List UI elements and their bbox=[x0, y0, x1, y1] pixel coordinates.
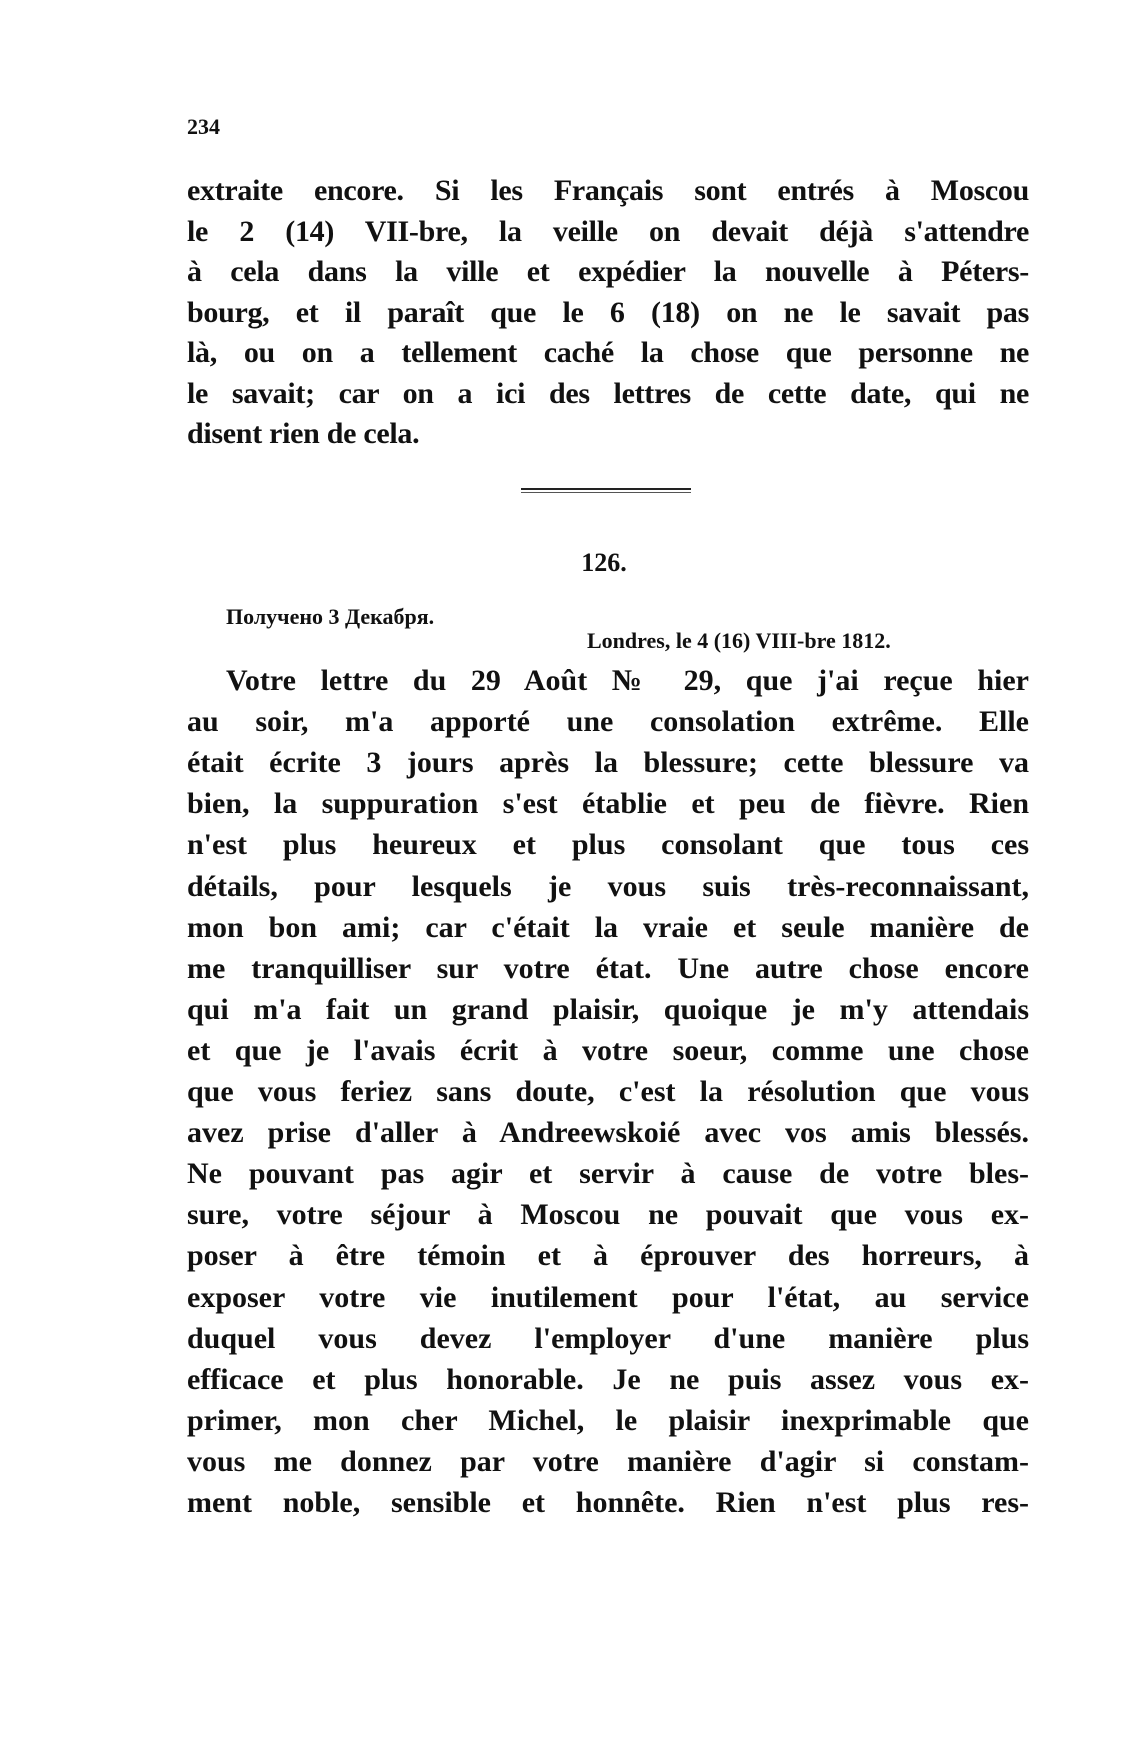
text-line: mon bon ami; car c'était la vraie et seule manière de bbox=[187, 910, 1029, 944]
section-divider-thin bbox=[521, 492, 691, 493]
text-line: disent rien de cela. bbox=[187, 417, 420, 450]
text-line: bien, la suppuration s'est établie et peu de fièvre. Rien bbox=[187, 787, 1029, 821]
text-line: que vous feriez sans doute, c'est la résolution que vous bbox=[187, 1075, 1029, 1108]
text-line: au soir, m'a apporté une consolation extrême. Elle bbox=[187, 705, 1029, 739]
section-divider bbox=[521, 488, 691, 490]
text-line: exposer votre vie inutilement pour l'état, au service bbox=[187, 1280, 1029, 1314]
text-line: me tranquilliser sur votre état. Une autre chose encore bbox=[187, 951, 1029, 985]
text-line: poser à être témoin et à éprouver des horreurs, à bbox=[187, 1239, 1029, 1273]
page-number: 234 bbox=[187, 114, 220, 139]
text-line: détails, pour lesquels je vous suis très-reconnaissant, bbox=[187, 869, 1029, 903]
place-date: Londres, le 4 (16) VIII-bre 1812. bbox=[587, 628, 891, 653]
text-line: qui m'a fait un grand plaisir, quoique je m'y attendais bbox=[187, 992, 1029, 1026]
text-line: sure, votre séjour à Moscou ne pouvait que vous ex- bbox=[187, 1198, 1029, 1232]
text-line: primer, mon cher Michel, le plaisir inexprimable que bbox=[187, 1403, 1029, 1437]
letter-number: 126. bbox=[581, 548, 627, 577]
text-line: extraite encore. Si les Français sont entrés à Moscou bbox=[187, 174, 1029, 207]
text-line: Ne pouvant pas agir et servir à cause de votre bles- bbox=[187, 1157, 1029, 1191]
text-line: ment noble, sensible et honnête. Rien n'est plus res- bbox=[187, 1486, 1029, 1519]
text-line: le savait; car on a ici des lettres de cette date, qui ne bbox=[187, 376, 1029, 410]
text-line: Votre lettre du 29 Août № 29, que j'ai reçue hier bbox=[226, 664, 1029, 697]
text-line: n'est plus heureux et plus consolant que tous ces bbox=[187, 828, 1029, 862]
text-line: bourg, et il paraît que le 6 (18) on ne le savait pas bbox=[187, 295, 1029, 329]
text-line: duquel vous devez l'employer d'une manière plus bbox=[187, 1321, 1029, 1355]
text-line: à cela dans la ville et expédier la nouvelle à Péters- bbox=[187, 255, 1029, 288]
text-line: et que je l'avais écrit à votre soeur, comme une chose bbox=[187, 1033, 1029, 1067]
text-line: efficace et plus honorable. Je ne puis assez vous ex- bbox=[187, 1362, 1029, 1396]
text-line: avez prise d'aller à Andreewskoié avec vos amis blessés. bbox=[187, 1116, 1029, 1150]
text-line: le 2 (14) VII-bre, la veille on devait déjà s'attendre bbox=[187, 214, 1029, 248]
text-line: vous me donnez par votre manière d'agir si constam- bbox=[187, 1444, 1029, 1478]
received-note: Получено 3 Декабря. bbox=[226, 604, 435, 629]
text-line: était écrite 3 jours après la blessure; cette blessure va bbox=[187, 746, 1029, 780]
text-line: là, ou on a tellement caché la chose que personne ne bbox=[187, 336, 1029, 369]
